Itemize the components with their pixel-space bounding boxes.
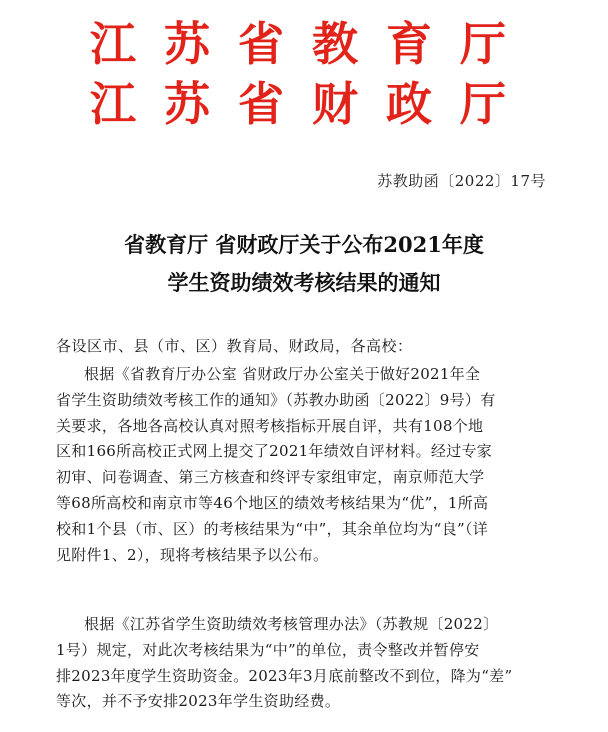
letterhead-education-dept: 江苏省教育厅 xyxy=(90,17,534,71)
paragraph-line: 根据《江苏省学生资助绩效考核管理办法》（苏教规〔2022〕 xyxy=(84,615,499,633)
paragraph-line: 初审、问卷调查、第三方核查和终评专家组审定，南京师范大学 xyxy=(56,468,485,487)
body-paragraph-1 xyxy=(56,362,576,568)
title-line-1: 省教育厅 省财政厅关于公布2021年度 xyxy=(124,232,484,257)
letterhead-finance-dept: 江苏省财政厅 xyxy=(90,77,534,131)
letterhead xyxy=(90,14,560,134)
paragraph-line: 省学生资助绩效考核工作的通知》（苏教办助函〔2022〕9号）有 xyxy=(56,390,496,409)
paragraph-line: 等次，并不予安排2023年学生资助经费。 xyxy=(56,692,341,711)
paragraph-line: 根据《省教育厅办公室 省财政厅办公室关于做好2021年全 xyxy=(84,365,481,383)
paragraph-line: 校和1个县（市、区）的考核结果为“中”，其余单位均为“良”（详 xyxy=(56,519,489,538)
paragraph-line: 关要求，各地各高校认真对照考核指标开展自评，共有108个地 xyxy=(56,416,484,435)
paragraph-line: 见附件1、2），现将考核结果予以公布。 xyxy=(56,545,329,564)
salutation: 各设区市、县（市、区）教育局、财政局，各高校： xyxy=(56,337,413,355)
body-paragraph-2 xyxy=(56,612,576,715)
document-number: 苏教助函〔2022〕17号 xyxy=(377,172,546,190)
document-title xyxy=(0,226,608,302)
paragraph-line: 等68所高校和南京市等46个地区的绩效考核结果为“优”，1所高 xyxy=(56,493,489,512)
paragraph-line: 区和166所高校正式网上提交了2021年绩效自评材料。经过专家 xyxy=(56,442,493,461)
title-line-2: 学生资助绩效考核结果的通知 xyxy=(167,270,441,295)
paragraph-line: 1号）规定，对此次考核结果为“中”的单位，责令整改并暂停安 xyxy=(56,640,480,659)
paragraph-line: 排2023年度学生资助资金。2023年3月底前整改不到位，降为“差” xyxy=(56,666,513,685)
